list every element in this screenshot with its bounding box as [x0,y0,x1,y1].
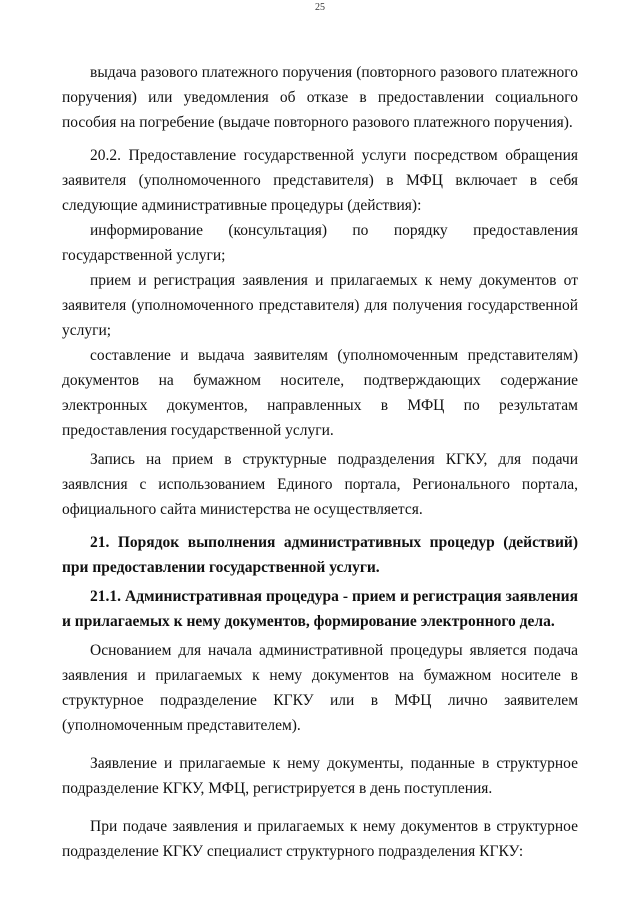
paragraph-basis: Основанием для начала административной процедуры является подача заявления и прилагаемых к нему документов на бумажном носителе в структурное подразделение КГКУ или в МФЦ лично заявителем (уполномоченным представителем). [62,642,578,734]
paragraph-appointment: Запись на прием в структурные подразделения КГКУ, для подачи заявлсния с использованием Единого портала, Регионального портала, официального сайта министерства не осуществляется. [62,451,578,518]
page-number: 25 [315,2,325,13]
paragraph-registration: Заявление и прилагаемые к нему документы, поданные в структурное подразделение КГКУ, МФЦ, регистрируется в день поступления. [62,755,578,797]
heading-section-21-1: 21.1. Административная процедура - прием и регистрация заявления и прилагаемых к нему документов, формирование электронного дела. [62,588,578,630]
paragraph-compiling: составление и выдача заявителям (уполномоченным представителям) документов на бумажном носителе, подтверждающих содержание электронных документов, направленных в МФЦ по результатам предоставления государственной услуги. [62,347,578,439]
heading-section-21: 21. Порядок выполнения административных процедур (действий) при предоставлении государственной услуги. [62,534,578,576]
paragraph-informing: информирование (консультация) по порядку предоставления государственной услуги; [62,222,578,264]
document-body [62,60,578,864]
paragraph-payment-order: выдача разового платежного поручения (повторного разового платежного поручения) или уведомления об отказе в предоставлении социального пособия на погребение (выдаче повторного разового платежного поручения). [62,64,578,131]
paragraph-20-2: 20.2. Предоставление государственной услуги посредством обращения заявителя (уполномоченного представителя) в МФЦ включает в себя следующие административные процедуры (действия): [62,147,578,214]
paragraph-submission: При подаче заявления и прилагаемых к нему документов в структурное подразделение КГКУ специалист структурного подразделения КГКУ: [62,818,578,860]
paragraph-reception: прием и регистрация заявления и прилагаемых к нему документов от заявителя (уполномоченного представителя) для получения государственной услуги; [62,272,578,339]
